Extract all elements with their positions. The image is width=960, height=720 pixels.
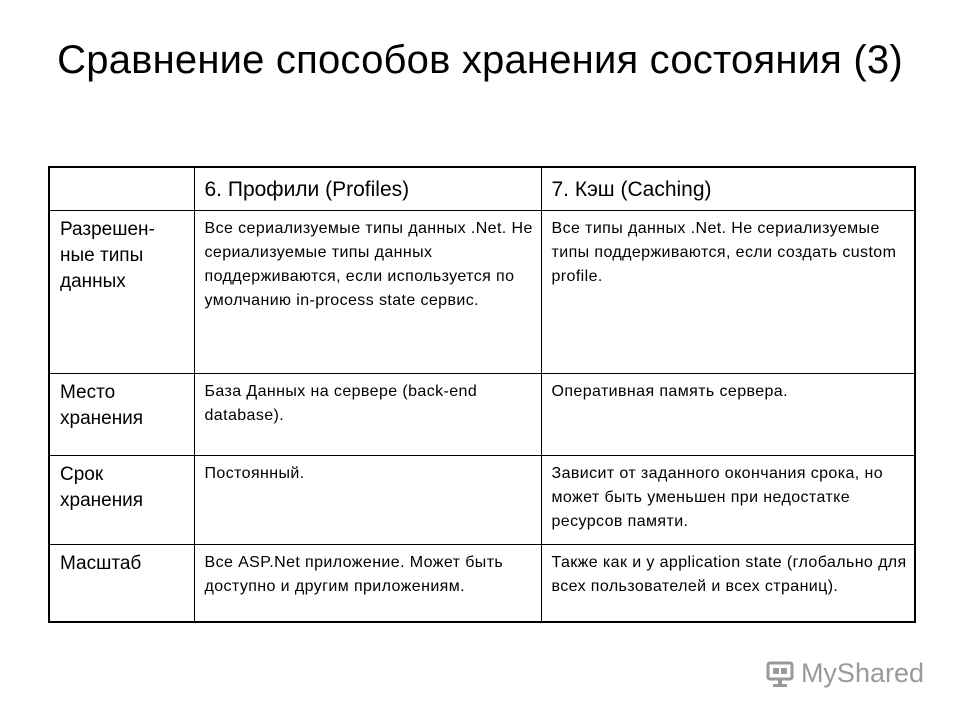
slide-title: Сравнение способов хранения состояния (3)	[57, 38, 903, 82]
cell-profiles-scope: Все ASP.Net приложение. Может быть доступно и другим приложениям.	[194, 545, 541, 623]
row-label-scope: Масштаб	[49, 545, 194, 623]
watermark-text: MyShared	[800, 658, 924, 688]
table-row	[49, 211, 915, 374]
cell-caching-allowed-types: Все типы данных .Net. Не сериализуемые типы поддерживаются, если создать custom profile.	[541, 211, 915, 374]
presentation-board-icon	[765, 659, 795, 689]
table-row	[49, 374, 915, 456]
table-row	[49, 545, 915, 623]
watermark	[765, 658, 924, 689]
header-empty-cell	[49, 167, 194, 211]
header-caching: 7. Кэш (Caching)	[541, 167, 915, 211]
row-label-lifetime: Срок хранения	[49, 456, 194, 545]
cell-profiles-storage-location: База Данных на сервере (back-end database).	[194, 374, 541, 456]
header-profiles: 6. Профили (Profiles)	[194, 167, 541, 211]
comparison-table	[48, 166, 916, 623]
row-label-storage-location: Место хранения	[49, 374, 194, 456]
cell-profiles-allowed-types: Все сериализуемые типы данных .Net. Не сериализуемые типы данных поддерживаются, если используется по умолчанию in-process state сервис.	[194, 211, 541, 374]
cell-caching-scope: Также как и у application state (глобально для всех пользователей и всех страниц).	[541, 545, 915, 623]
table-header-row	[49, 167, 915, 211]
cell-profiles-lifetime: Постоянный.	[194, 456, 541, 545]
row-label-allowed-types	[49, 211, 194, 374]
table-row	[49, 456, 915, 545]
cell-caching-lifetime: Зависит от заданного окончания срока, но может быть уменьшен при недостатке ресурсов памяти.	[541, 456, 915, 545]
row-label-text: Разрешен-ные типы данных	[60, 219, 155, 292]
cell-caching-storage-location: Оперативная память сервера.	[541, 374, 915, 456]
